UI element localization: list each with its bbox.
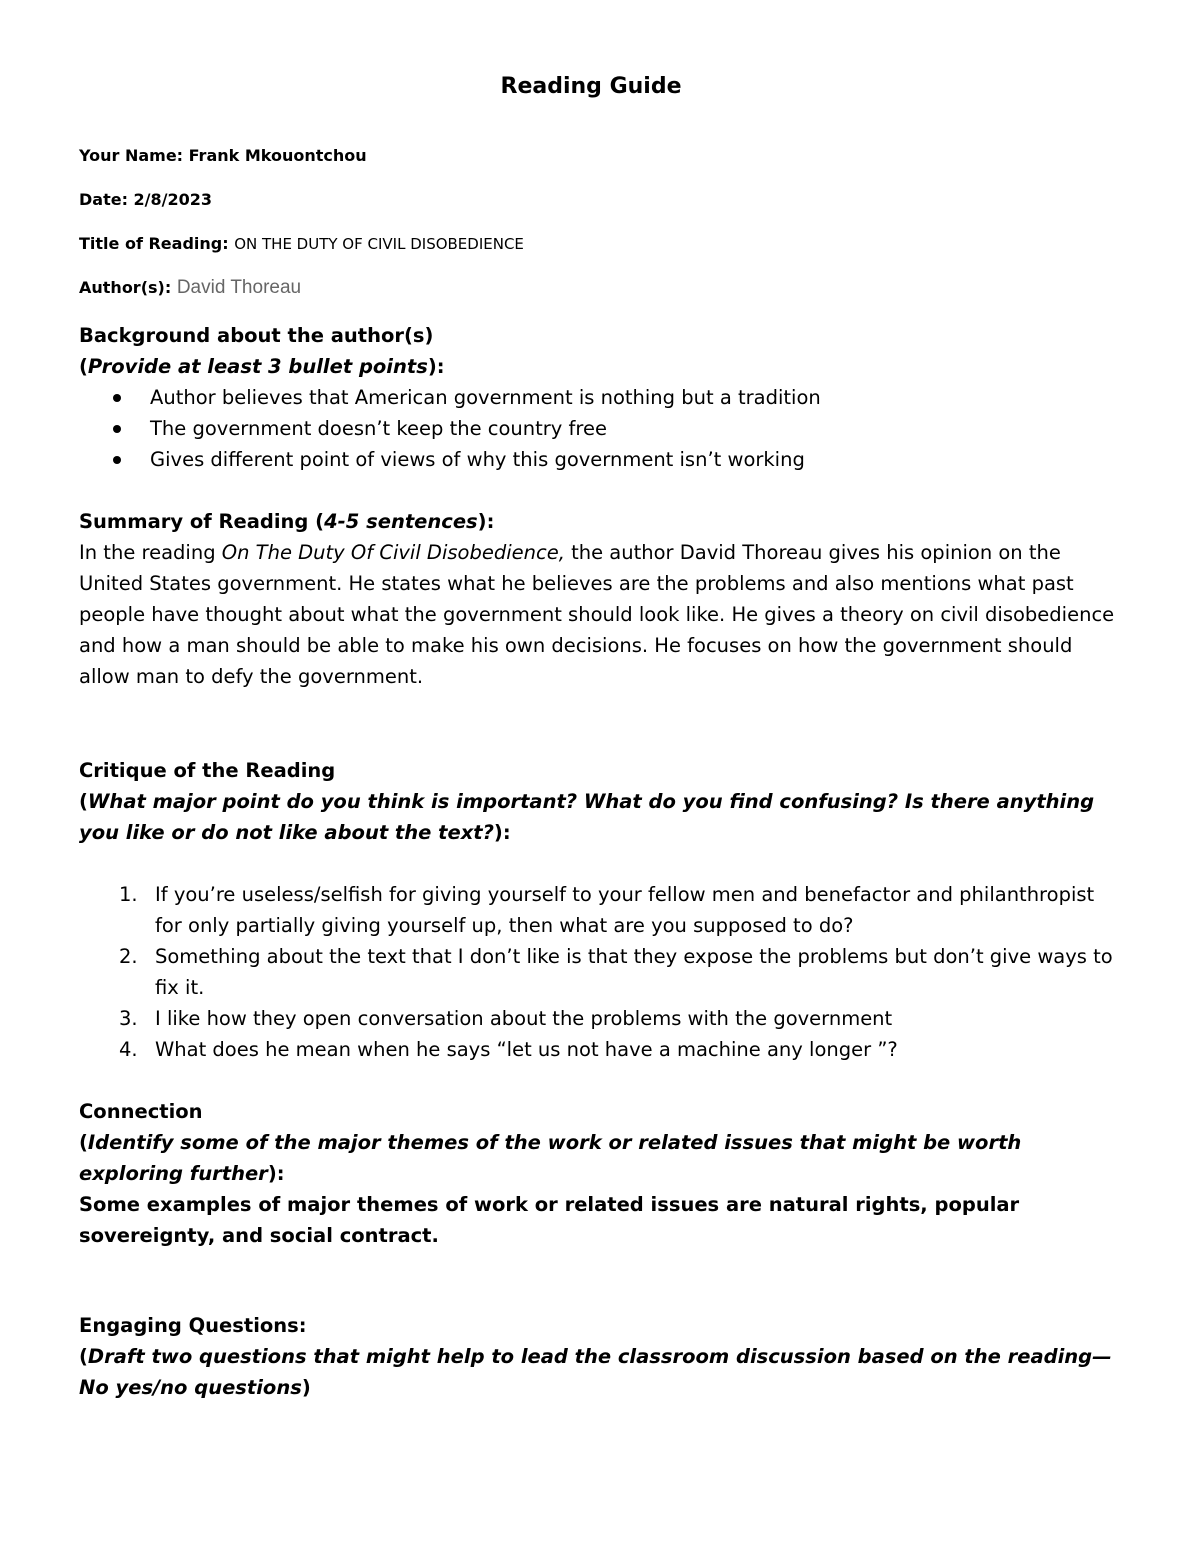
- summary-heading: Summary of Reading (: [79, 510, 325, 533]
- bullet-text: Gives different point of views of why this government isn’t working: [150, 448, 805, 471]
- critique-instruction: What major point do you think is important? What do you find confusing? Is there anything you like or do not like about the text?: [79, 790, 1095, 844]
- background-section: [79, 320, 1119, 475]
- list-item: [79, 1003, 1119, 1034]
- bullet-icon: [113, 425, 121, 433]
- date-line: [79, 190, 212, 209]
- engaging-instruction: Draft two questions that might help to lead the classroom discussion based on the reading—No yes/no questions: [79, 1345, 1112, 1399]
- summary-text-before: In the reading: [79, 541, 222, 564]
- list-text: I like how they open conversation about the problems with the government: [155, 1007, 893, 1030]
- summary-heading-line: Summary of Reading (4-5 sentences):: [79, 510, 495, 533]
- bullet-text: Author believes that American government is nothing but a tradition: [150, 386, 821, 409]
- background-bullet-list: [79, 382, 1119, 475]
- list-text: Something about the text that I don’t like is that they expose the problems but don’t give ways to fix it.: [155, 945, 1113, 999]
- list-item: [79, 879, 1119, 941]
- reading-title-label: Title of Reading:: [79, 234, 235, 253]
- list-number: 4.: [119, 1038, 138, 1061]
- summary-text-after: the author David Thoreau gives his opinion on the United States government. He states what he believes are the problems and also mentions what past people have thought about what the government should look like. He gives a theory on civil disobedience and how a man should be able to make his own decisions. He focuses on how the government should allow man to defy the government.: [79, 541, 1115, 688]
- summary-paragraph: [79, 537, 1119, 692]
- list-text: What does he mean when he says “let us not have a machine any longer ”?: [155, 1038, 898, 1061]
- critique-heading: Critique of the Reading: [79, 759, 336, 782]
- summary-instruction: 4-5 sentences: [324, 510, 478, 533]
- critique-list: [79, 879, 1119, 1065]
- bullet-icon: [113, 394, 121, 402]
- list-item: [79, 382, 1119, 413]
- critique-instruction-line: (What major point do you think is important? What do you find confusing? Is there anything you like or do not like about the text?):: [79, 790, 1095, 844]
- author-value: David Thoreau: [176, 277, 302, 298]
- page-title: Reading Guide: [500, 74, 682, 99]
- connection-section: [79, 1096, 1119, 1251]
- name-value: Frank Mkouontchou: [188, 146, 367, 165]
- connection-answer: Some examples of major themes of work or related issues are natural rights, popular sovereignty, and social contract.: [79, 1193, 1020, 1247]
- date-label: Date:: [79, 190, 134, 209]
- name-line: [79, 146, 367, 165]
- list-item: [79, 444, 1119, 475]
- connection-instruction-line: (Identify some of the major themes of the work or related issues that might be worth exploring further):: [79, 1131, 1022, 1185]
- background-instruction-line: (Provide at least 3 bullet points):: [79, 355, 445, 378]
- bullet-text: The government doesn’t keep the country free: [150, 417, 607, 440]
- list-number: 2.: [119, 945, 138, 968]
- list-item: [79, 1034, 1119, 1065]
- summary-reading-title: On The Duty Of Civil Disobedience,: [221, 541, 565, 564]
- connection-instruction: Identify some of the major themes of the work or related issues that might be worth exploring further: [79, 1131, 1022, 1185]
- author-label: Author(s):: [79, 278, 177, 297]
- reading-title-line: [79, 234, 524, 253]
- connection-heading: Connection: [79, 1100, 203, 1123]
- engaging-heading: Engaging Questions:: [79, 1314, 307, 1337]
- summary-section: [79, 506, 1119, 692]
- critique-section: [79, 755, 1119, 1065]
- list-item: [79, 413, 1119, 444]
- engaging-instruction-line: (Draft two questions that might help to lead the classroom discussion based on the reading—No yes/no questions): [79, 1345, 1112, 1399]
- bullet-icon: [113, 456, 121, 464]
- list-number: 1.: [119, 883, 138, 906]
- date-value: 2/8/2023: [133, 190, 213, 209]
- engaging-section: [79, 1310, 1119, 1403]
- background-instruction: Provide at least 3 bullet points: [87, 355, 428, 378]
- list-number: 3.: [119, 1007, 138, 1030]
- list-text: If you’re useless/selfish for giving yourself to your fellow men and benefactor and philanthropist for only partially giving yourself up, then what are you supposed to do?: [155, 883, 1095, 937]
- list-item: [79, 941, 1119, 1003]
- author-line: [79, 277, 301, 299]
- background-heading: Background about the author(s): [79, 324, 434, 347]
- name-label: Your Name:: [79, 146, 189, 165]
- reading-title-value: ON THE DUTY OF CIVIL DISOBEDIENCE: [234, 235, 524, 253]
